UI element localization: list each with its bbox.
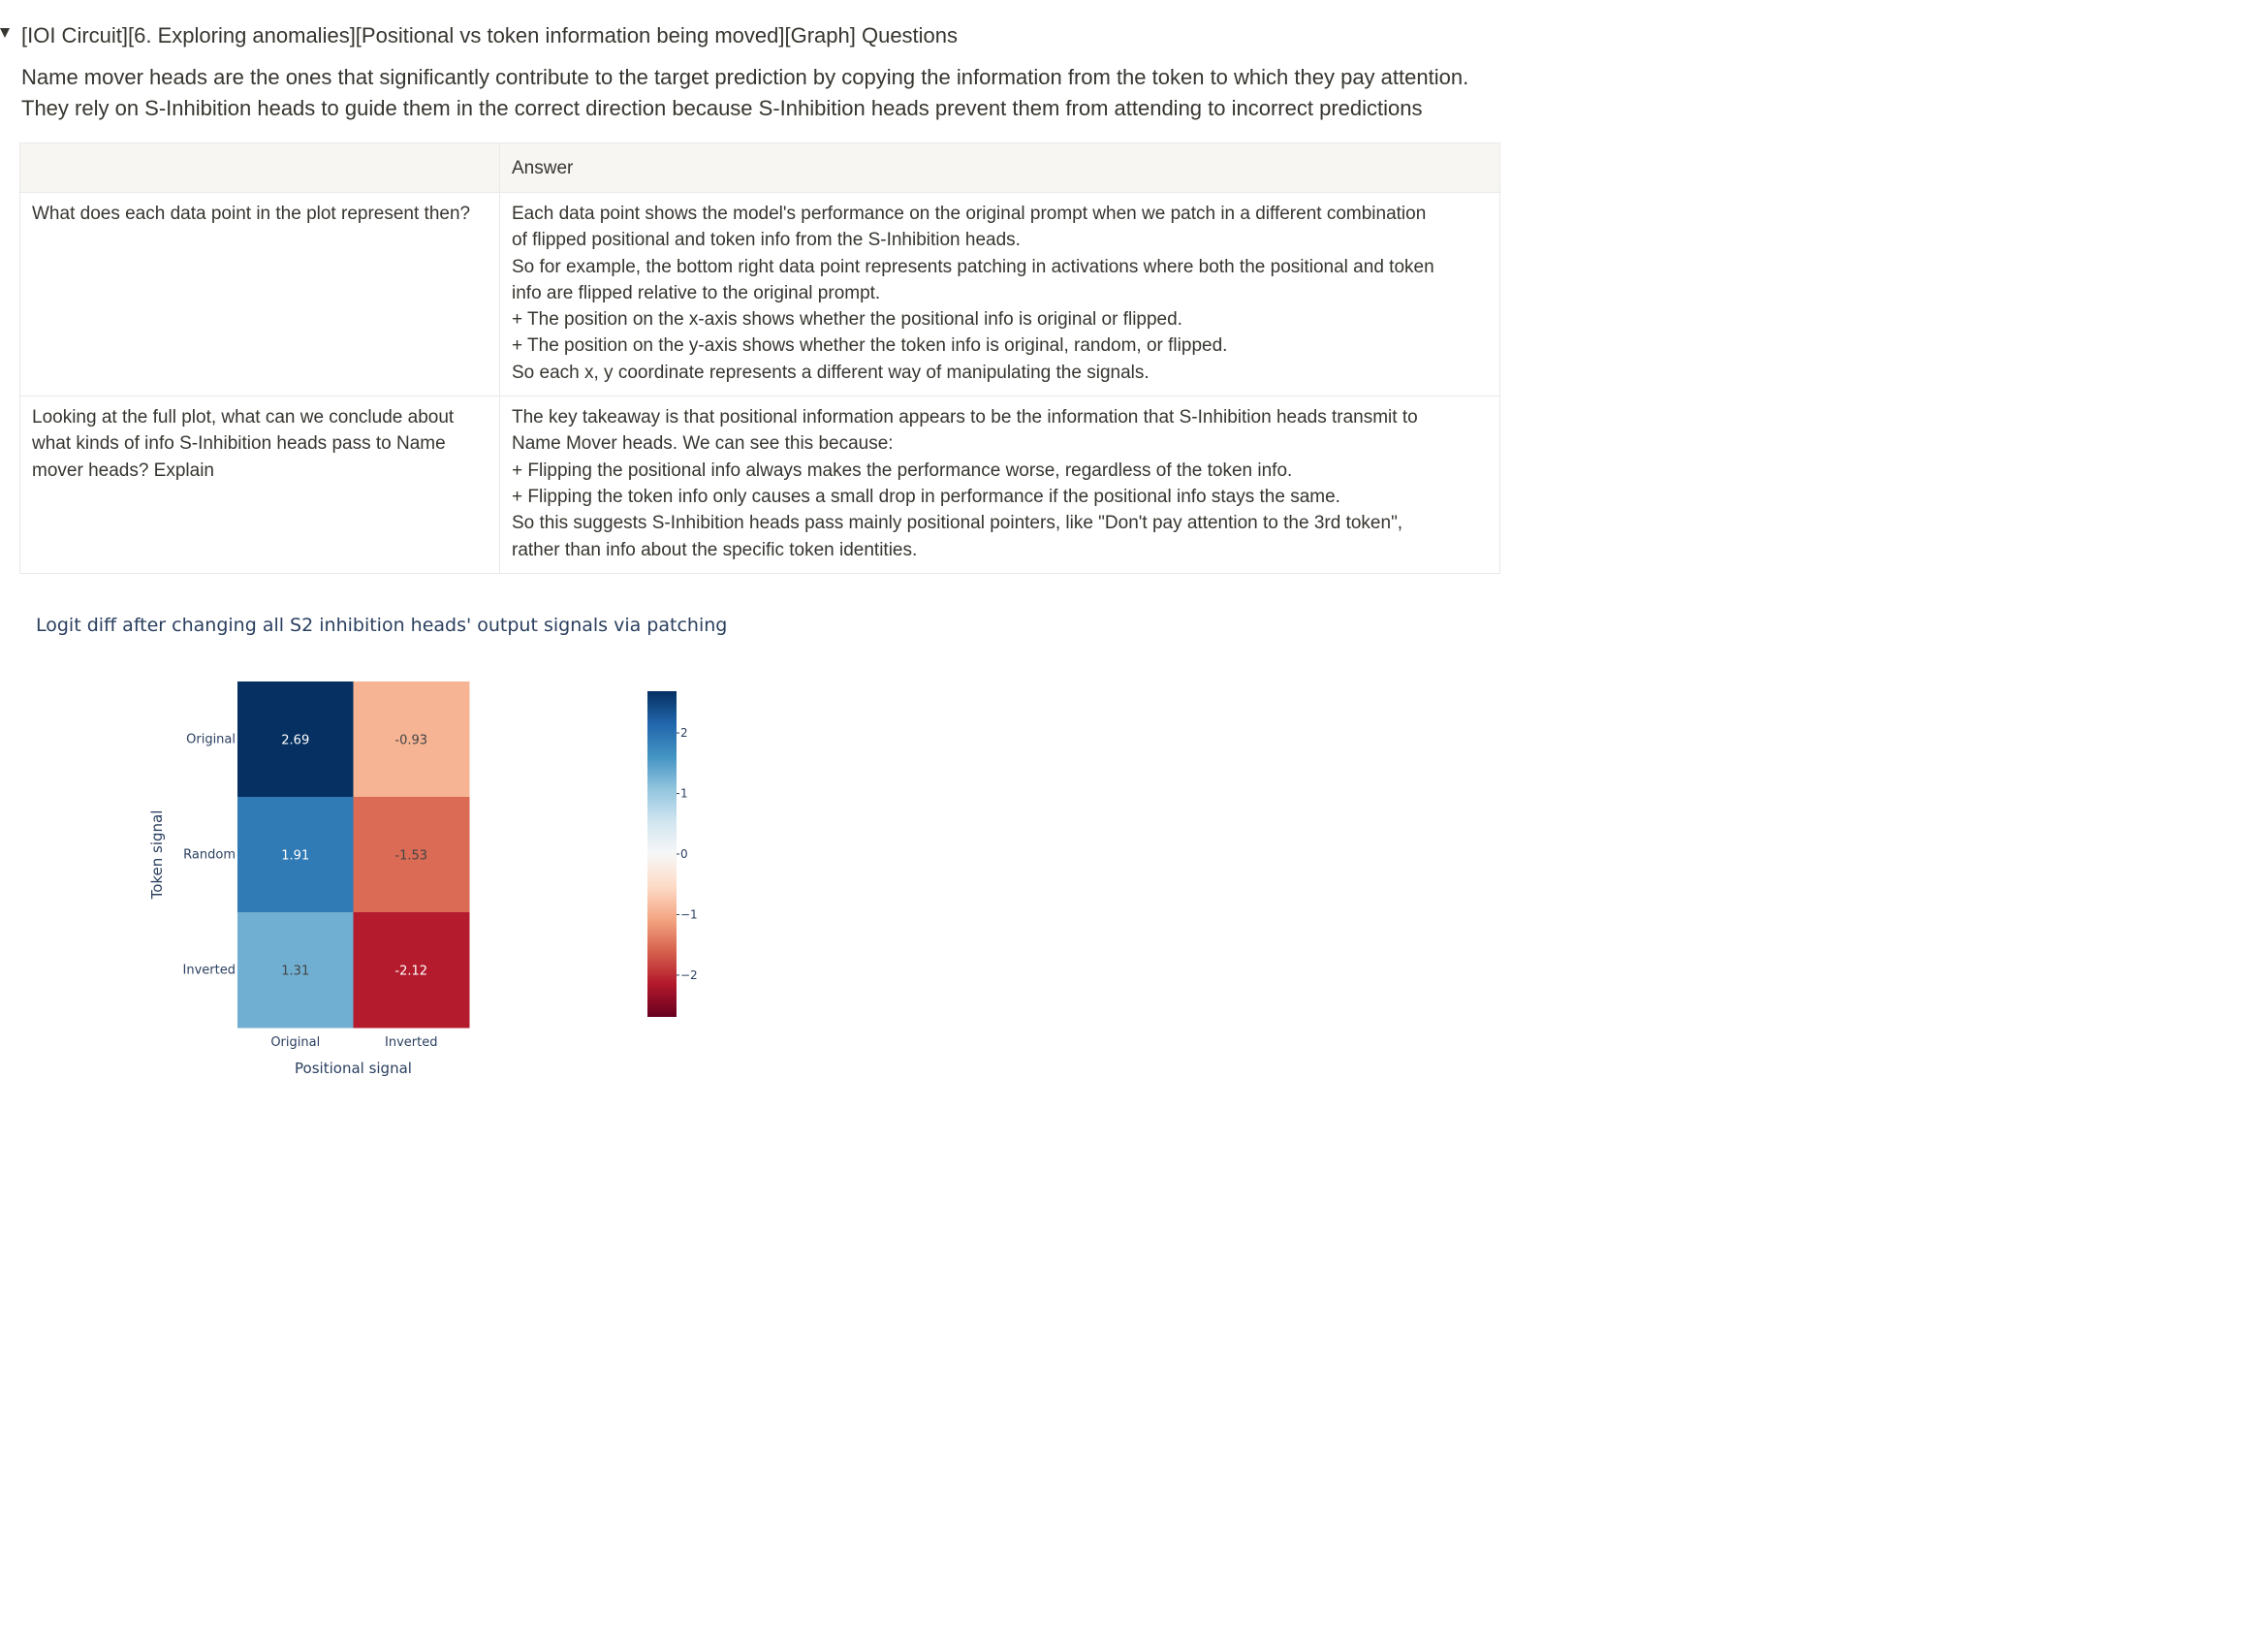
heatmap-cell-label: -0.93	[394, 733, 428, 748]
chart-title: Logit diff after changing all S2 inhibition heads' output signals via patching	[36, 615, 728, 636]
answer-line: + The position on the x-axis shows whether the positional info is original or flipped.	[512, 309, 1182, 331]
table-header-answer: Answer	[500, 143, 1500, 193]
table-header-row	[20, 143, 1500, 193]
x-tick-label: Inverted	[385, 1035, 438, 1050]
toggle-title: [IOI Circuit][6. Exploring anomalies][Positional vs token information being moved][Graph] Questions	[21, 23, 959, 48]
colorbar-tick-label: −1	[680, 907, 698, 922]
answer-line: The key takeaway is that positional information appears to be the information that S-Inhibition heads transmit to	[512, 407, 1418, 428]
answer-line: So this suggests S-Inhibition heads pass mainly positional pointers, like "Don't pay attention to the 3rd token",	[512, 513, 1403, 534]
answer-line: So each x, y coordinate represents a different way of manipulating the signals.	[512, 362, 1150, 383]
answer-line: info are flipped relative to the original prompt.	[512, 282, 881, 303]
qa-table	[19, 143, 1500, 574]
x-tick-label: Original	[270, 1035, 321, 1050]
answer-line: rather than info about the specific token identities.	[512, 539, 918, 560]
question-cell: Looking at the full plot, what can we conclude about what kinds of info S-Inhibition heads pass to Name mover heads? Explain	[20, 396, 500, 574]
heatmap-svg	[0, 601, 1512, 1098]
toggle-block-header[interactable]	[0, 21, 1493, 52]
answer-line: So for example, the bottom right data point represents patching in activations where both the positional and token	[512, 256, 1434, 277]
answer-line: Name Mover heads. We can see this because:	[512, 433, 894, 455]
answer-cell	[500, 396, 1500, 574]
heatmap-chart	[0, 601, 1512, 1098]
table-row	[20, 396, 1500, 574]
heatmap-cells	[237, 681, 470, 1029]
colorbar-tick-label: −2	[680, 967, 698, 982]
y-tick-label: Random	[183, 847, 236, 863]
colorbar-tick-label: 0	[680, 847, 688, 861]
x-axis-title: Positional signal	[295, 1060, 412, 1077]
answer-line: + Flipping the positional info always makes the performance worse, regardless of the token info.	[512, 460, 1293, 481]
toggle-triangle-icon[interactable]	[0, 28, 10, 38]
colorbar	[647, 691, 698, 1017]
heatmap-cell-label: -2.12	[394, 964, 428, 979]
y-tick-label: Original	[186, 732, 236, 747]
question-cell: What does each data point in the plot represent then?	[20, 193, 500, 396]
colorbar-bar	[647, 691, 677, 1017]
answer-line: of flipped positional and token info from the S-Inhibition heads.	[512, 230, 1021, 251]
heatmap-cell-label: 1.91	[281, 848, 310, 864]
colorbar-tick-label: 1	[680, 786, 688, 801]
heatmap-cell-label: -1.53	[394, 848, 428, 864]
y-tick-label: Inverted	[182, 963, 236, 978]
answer-cell	[500, 193, 1500, 396]
intro-paragraph	[21, 62, 1504, 124]
colorbar-tick-label: 2	[680, 726, 688, 741]
answer-line: + Flipping the token info only causes a small drop in performance if the positional info stays the same.	[512, 486, 1340, 507]
table-row	[20, 193, 1500, 396]
table-header-blank	[20, 143, 500, 193]
heatmap-cell-label: 1.31	[281, 964, 310, 979]
heatmap-cell-label: 2.69	[281, 733, 310, 748]
answer-line: Each data point shows the model's performance on the original prompt when we patch in a different combination	[512, 204, 1427, 224]
y-axis-title: Token signal	[148, 809, 166, 900]
intro-line-1: Name mover heads are the ones that significantly contribute to the target prediction by copying the information from the token to which they pay attention.	[21, 65, 1469, 89]
intro-line-2: They rely on S-Inhibition heads to guide them in the correct direction because S-Inhibition heads prevent them from attending to incorrect predictions	[21, 96, 1423, 120]
answer-line: + The position on the y-axis shows whether the token info is original, random, or flipped.	[512, 335, 1228, 357]
